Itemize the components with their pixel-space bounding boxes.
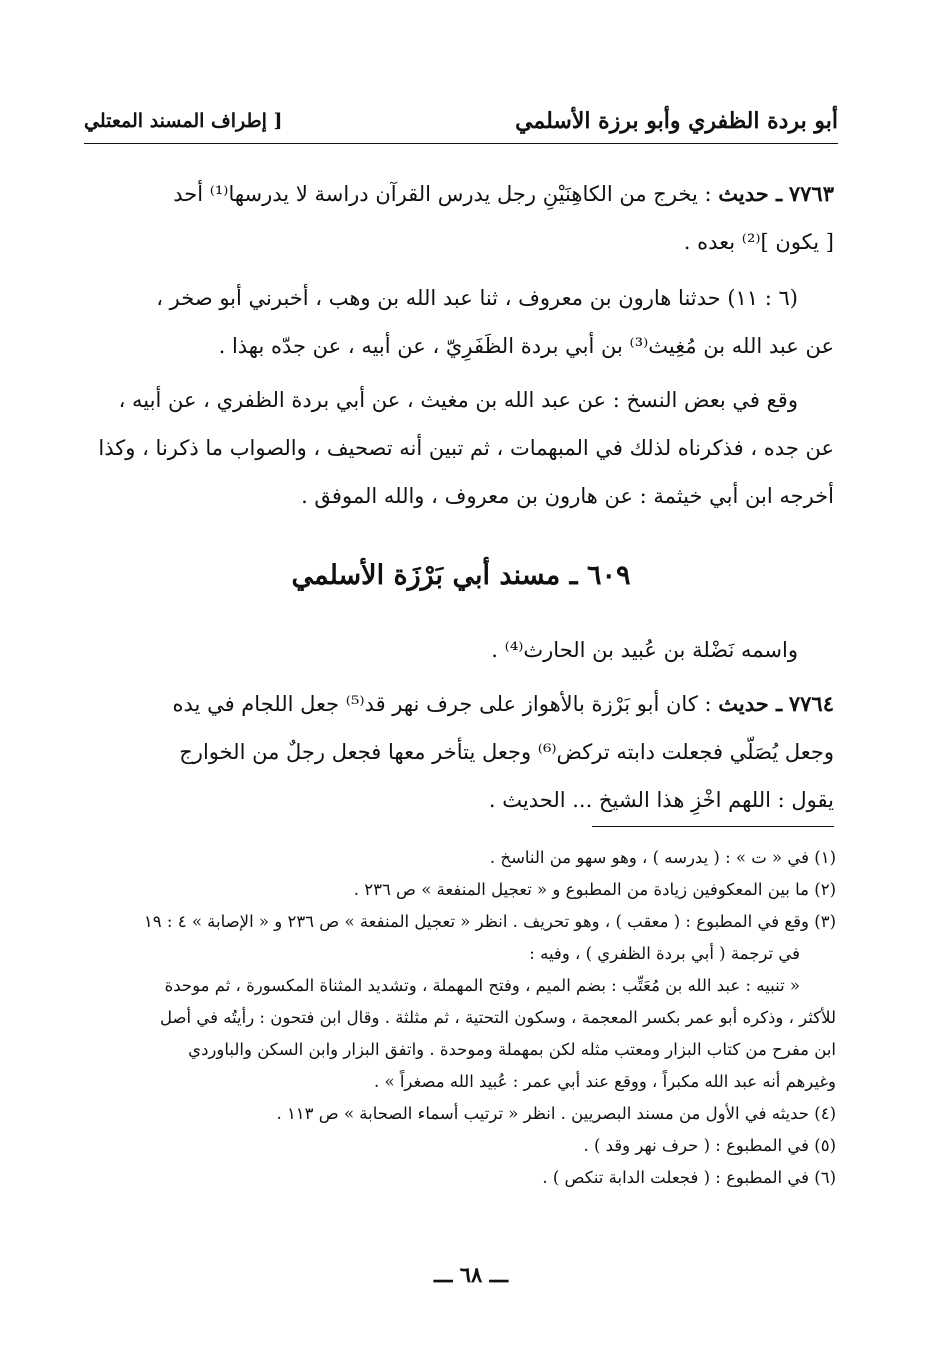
hadith-text: : يخرج من الكاهِنَيْنِ رجل يدرس القرآن دراسة لا يدرسها⁽¹⁾ أحد <box>173 182 712 206</box>
commentary-line-3: أخرجه ابن أبي خيثمة : عن هارون بن معروف ، والله الموفق . <box>301 484 834 508</box>
footnote-3-quote-2: للأكثر ، وذكره أبو عمر بكسر المعجمة ، وسكون التحتية ، ثم مثلثة . وقال ابن فتحون : رأيتُه في أصل <box>159 1008 836 1027</box>
commentary-paragraph <box>84 376 834 520</box>
commentary-line-1: وقع في بعض النسخ : عن عبد الله بن مغيث ، عن أبي بردة الظفري ، عن أبيه ، <box>118 388 798 412</box>
footnote-6: (٦) في المطبوع : ( فجعلت الدابة تنكص ) . <box>542 1168 836 1187</box>
footnote-3-quote-3: ابن مفرح من كتاب البزار ومعتب مثله لكن بمهملة وموحدة . واتفق البزار وابن السكن والباوردي <box>188 1040 836 1059</box>
footnote-3-quote-4: وغيرهم أنه عبد الله مكبراً ، ووقع عند أبي عمر : عُبيد الله مصغراً » . <box>374 1072 836 1091</box>
hadith-number: ٧٧٦٤ <box>788 691 834 716</box>
running-header <box>84 108 838 148</box>
hadith-7763-line-1 <box>84 170 834 218</box>
header-title: أبو بردة الظفري وأبو برزة الأسلمي <box>515 108 838 134</box>
footnote-3-cont: في ترجمة ( أبي بردة الظفري ) ، وفيه : <box>529 944 800 963</box>
header-book-title: [ إطراف المسند المعتلي <box>84 110 283 132</box>
hadith-7763 <box>84 170 834 266</box>
companion-name-line <box>84 626 834 674</box>
footnote-separator <box>592 826 834 827</box>
isnad-line-2: عن عبد الله بن مُغِيث⁽³⁾ بن أبي بردة الظَفَرِيّ ، عن أبيه ، عن جدّه بهذا . <box>218 334 834 358</box>
hadith-7763-line-2: [ يكون ]⁽²⁾ بعده . <box>683 230 834 254</box>
isnad-paragraph <box>84 274 834 370</box>
footnote-2: (٢) ما بين المعكوفين زيادة من المطبوع و « تعجيل المنفعة » ص ٢٣٦ . <box>353 880 836 899</box>
companion-name: واسمه نَضْلة بن عُبيد بن الحارث⁽⁴⁾ . <box>491 638 798 662</box>
hadith-label: ـ حديث <box>718 691 783 716</box>
section-title: ٦٠٩ ـ مسند أبي بَرْزَة الأسلمي <box>291 560 631 591</box>
hadith-7764-line-1 <box>84 680 834 728</box>
footnotes <box>84 842 836 1194</box>
footnote-1: (١) في « ت » : ( يدرسه ) ، وهو سهو من الناسخ . <box>489 848 836 867</box>
footnote-3: (٣) وقع في المطبوع : ( معقب ) ، وهو تحريف . انظر « تعجيل المنفعة » ص ٢٣٦ و « الإصابة » ٤ : ١٩ <box>143 912 836 931</box>
hadith-7764-line-2: وجعل يُصَلّي فجعلت دابته تركض⁽⁶⁾ وجعل يتأخر معها فجعل رجلٌ من الخوارج <box>179 740 834 764</box>
footnote-4: (٤) حديثه في الأول من مسند البصريين . انظر « ترتيب أسماء الصحابة » ص ١١٣ . <box>276 1104 836 1123</box>
footnote-3-quote-1: « تنبيه : عبد الله بن مُعَتِّب : بضم الميم ، وفتح المهملة ، وتشديد المثناة المكسورة ، ثم موحدة <box>164 976 800 995</box>
hadith-label: ـ حديث <box>718 181 783 206</box>
commentary-line-2: عن جده ، فذكرناه لذلك في المبهمات ، ثم تبين أنه تصحيف ، والصواب ما ذكرنا ، وكذا <box>98 436 834 460</box>
hadith-number: ٧٧٦٣ <box>788 181 834 206</box>
hadith-7764-line-3: يقول : اللهم اخْزِ هذا الشيخ ... الحديث . <box>488 788 834 812</box>
footnote-5: (٥) في المطبوع : ( حرف نهر وقد ) . <box>583 1136 836 1155</box>
hadith-7764 <box>84 680 834 824</box>
header-rule <box>84 143 838 144</box>
page-number: ـــ ٦٨ ـــ <box>433 1262 509 1287</box>
isnad-line-1: (٦ : ١١) حدثنا هارون بن معروف ، ثنا عبد الله بن وهب ، أخبرني أبو صخر ، <box>156 286 798 310</box>
hadith-text: : كان أبو بَرْزة بالأهواز على جرف نهر قد⁽⁵⁾ جعل اللجام في يده <box>172 692 712 716</box>
